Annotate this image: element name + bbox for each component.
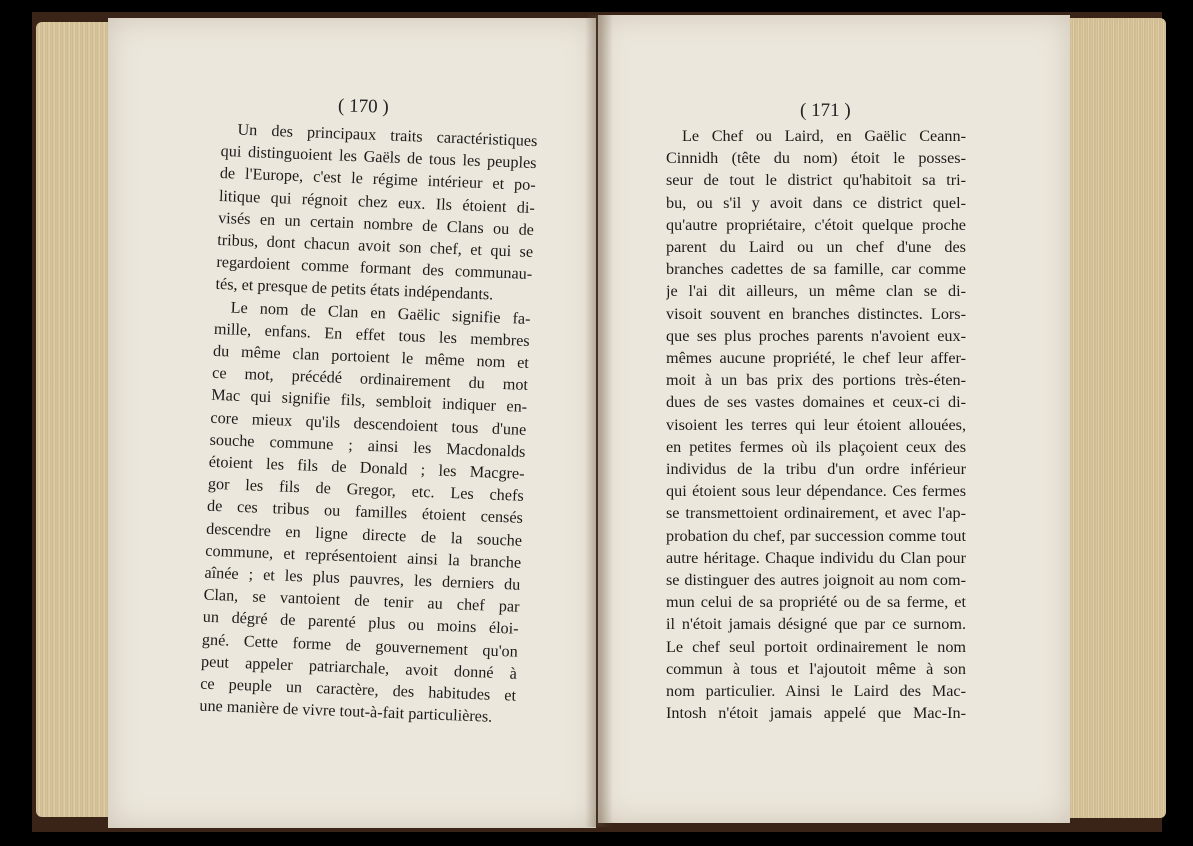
text-line: qui étoient sous leur dépendance. Ces fermes <box>666 482 966 501</box>
text-line: nom particulier. Ainsi le Laird des Mac- <box>666 682 966 701</box>
text-line: gor les fils de Gregor, etc. Les chefs <box>207 474 525 506</box>
text-line: mêmes aucune propriété, le chef leur affer- <box>666 349 966 368</box>
text-line: regardoient comme formant des communau- <box>216 253 533 284</box>
page-edges-right <box>1068 18 1166 818</box>
text-line: dues de ses vastes domaines et ceux-ci di- <box>666 393 966 412</box>
text-line: de l'Europe, c'est le régime intérieur et po- <box>219 164 536 195</box>
text-line: du même clan portoient le même nom et <box>212 341 530 372</box>
text-line: ce peuple un caractère, des habitudes et <box>199 674 517 705</box>
text-line: commun à tous et l'ajoutoit même à son <box>666 659 966 678</box>
left-page-text <box>199 118 538 729</box>
text-line: se transmettoient ordinairement, et avec l'ap- <box>666 504 966 523</box>
text-line: litique qui régnoit chez eux. Ils étoient di- <box>218 186 536 217</box>
text-line: souche commune ; ainsi les Macdonalds <box>209 430 526 461</box>
text-line: parent du Laird ou un chef d'une des <box>666 238 966 257</box>
text-line: une manière de vivre tout-à-fait particulières. <box>199 696 493 727</box>
text-line: Le chef seul portoit ordinairement le nom <box>666 637 966 656</box>
book-gutter <box>585 15 613 827</box>
text-line: visoient les terres qui leur étoient allouées, <box>666 415 966 434</box>
text-line: visoit souvent en branches distinctes. Lors- <box>666 304 966 323</box>
text-line: branches cadettes de sa famille, car comme <box>666 260 966 279</box>
text-line: descendre en ligne directe de la souche <box>205 519 523 550</box>
text-line: visés en un certain nombre de Clans ou de <box>217 208 535 239</box>
text-line: gné. Cette forme de gouvernement qu'on <box>201 630 519 661</box>
left-page-number: ( 170 ) <box>337 95 389 118</box>
text-line: Un des principaux traits caractéristiques <box>237 120 538 151</box>
text-line: Intosh n'étoit jamais appelé que Mac-In- <box>666 704 966 723</box>
text-line: moit à un bas prix des portions très-éten- <box>666 371 966 390</box>
text-line: commune, et représentoient ainsi la branche <box>205 541 522 572</box>
text-line: Le nom de Clan en Gaëlic signifie fa- <box>230 298 531 328</box>
text-line: probation du chef, par succession comme tout <box>666 526 966 545</box>
right-page-text <box>666 125 966 724</box>
text-line: Mac qui signifie fils, sembloit indiquer en- <box>211 386 528 417</box>
text-line: aînée ; et les plus pauvres, les derniers du <box>204 563 521 594</box>
text-line: de ces tribus ou familles étoient censés <box>206 497 524 528</box>
text-line: tribus, dont chacun avoit son chef, et qui se <box>216 230 534 262</box>
right-page-number: ( 171 ) <box>800 100 851 121</box>
text-line: core mieux qu'ils descendoient tous d'une <box>210 408 527 439</box>
text-line: peut appeler patriarchale, avoit donné à <box>200 652 518 683</box>
text-line: mun celui de sa propriété ou de sa ferme, et <box>666 593 966 612</box>
text-line: je l'ai dit ailleurs, un même clan se di- <box>666 282 966 301</box>
text-line: bu, ou s'il y avoit dans ce district quel- <box>666 193 966 212</box>
text-line: Le Chef ou Laird, en Gaëlic Ceann- <box>682 127 966 145</box>
text-line: tés, et presque de petits états indépendants. <box>215 275 494 304</box>
text-line: qui distinguoient les Gaëls de tous les peuples <box>220 142 537 173</box>
text-line: il n'étoit jamais désigné que par ce surnom. <box>666 615 966 634</box>
text-line: un dégré de parenté plus ou moins éloi- <box>202 608 519 639</box>
text-line: que ses plus proches parents n'avoient eux- <box>666 326 966 345</box>
text-line: Clan, se vantoient de tenir au chef par <box>203 585 520 617</box>
text-line: mille, enfans. En effet tous les membres <box>213 319 531 350</box>
text-line: en petites fermes où ils plaçoient ceux des <box>666 437 966 456</box>
text-line: étoient les fils de Donald ; les Macgre- <box>208 452 525 483</box>
text-line: seur de tout le district qu'habitoit sa tri- <box>666 171 966 190</box>
text-line: qu'autre propriétaire, c'étoit quelque proche <box>666 215 966 234</box>
text-line: Cinnidh (tête du nom) étoit le posses- <box>666 149 966 168</box>
text-line: ce mot, précédé ordinairement du mot <box>211 364 529 395</box>
text-line: autre héritage. Chaque individu du Clan pour <box>666 548 966 567</box>
text-line: se distinguer des autres joignoit au nom com- <box>666 571 966 590</box>
text-line: individus de la tribu d'un ordre inférieur <box>666 460 966 479</box>
